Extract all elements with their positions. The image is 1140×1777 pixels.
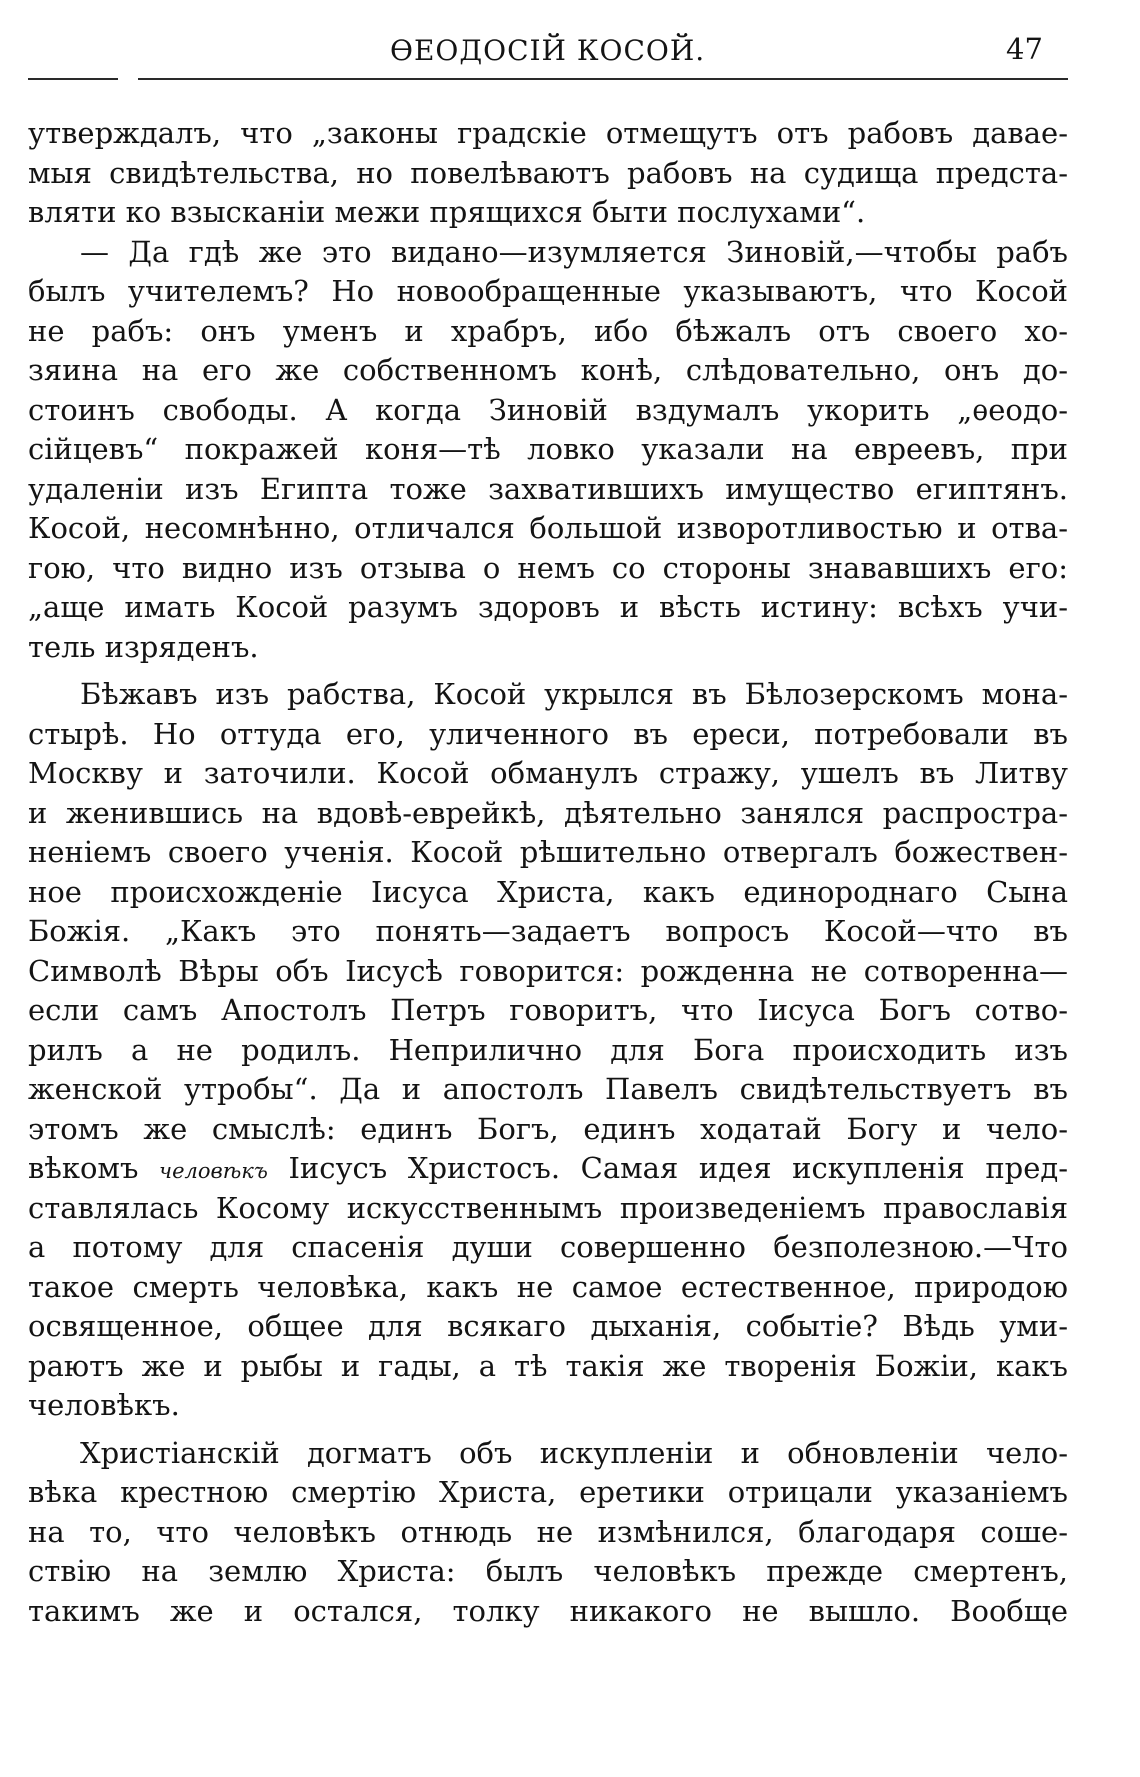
- text-line: Москву и заточили. Косой обманулъ стражу, ушелъ въ Литву: [28, 756, 1068, 790]
- text-line: былъ учителемъ? Но новообращенные указываютъ, что Косой: [28, 274, 1068, 308]
- text-line: вляти ко взысканіи межи прящихся быти послухами“.: [28, 195, 866, 229]
- text-line: Божія. „Какъ это понять—задаетъ вопросъ Косой—что въ: [28, 914, 1068, 948]
- text-line: Символѣ Вѣры объ Іисусѣ говорится: рожденна не сотворенна—: [28, 953, 1068, 988]
- text-line: сійцевъ“ покражей коня—тѣ ловко указали на евреевъ, при: [28, 432, 1068, 466]
- text-line: вѣка крестною смертію Христа, еретики отрицали указаніемъ: [28, 1475, 1068, 1509]
- text-line: стоинъ свободы. А когда Зиновій вздумалъ укорить „ѳеодо-: [28, 392, 1068, 427]
- text-line: освященное, общее для всякаго дыханія, событіе? Вѣдь уми-: [28, 1309, 1068, 1343]
- text-fragment: вѣкомъ: [28, 1151, 160, 1185]
- text-line: удаленіи изъ Египта тоже захватившихъ имущество египтянъ.: [28, 471, 1068, 506]
- marginal-correction: человѣкъ: [159, 1159, 268, 1183]
- text-line: ствію на землю Христа: былъ человѣкъ прежде смертенъ,: [28, 1554, 1068, 1588]
- text-line: Косой, несомнѣнно, отличался большой изворотливостью и отва-: [28, 511, 1068, 545]
- text-line: не рабъ: онъ уменъ и храбръ, ибо бѣжалъ отъ своего хо-: [28, 313, 1068, 348]
- text-line: Христіанскій догматъ объ искупленіи и обновленіи чело-: [80, 1435, 1068, 1470]
- text-line: ставлялась Косому искусственнымъ произведеніемъ православія: [28, 1190, 1068, 1225]
- paragraph-gap: [28, 1426, 1068, 1434]
- text-line: ное происхожденіе Іисуса Христа, какъ единороднаго Сына: [28, 874, 1068, 909]
- text-line: — Да гдѣ же это видано—изумляется Зиновій,—чтобы рабъ: [80, 234, 1068, 269]
- text-line: стырѣ. Но оттуда его, уличенного въ ереси, потребовали въ: [28, 716, 1068, 751]
- text-line: человѣкъ.: [28, 1388, 180, 1422]
- text-line: гою, что видно изъ отзыва о немъ со стороны знававшихъ его:: [28, 550, 1068, 585]
- header-rule-right: [138, 78, 1068, 80]
- text-line: раютъ же и рыбы и гады, а тѣ такія же творенія Божіи, какъ: [28, 1348, 1068, 1383]
- text-line: такое смерть человѣка, какъ не самое естественное, природою: [28, 1269, 1068, 1304]
- text-line-with-correction: [28, 1149, 1068, 1189]
- running-head: [28, 26, 1068, 88]
- running-title: ѲЕОДОСІЙ КОСОЙ.: [390, 34, 706, 67]
- text-line: рилъ а не родилъ. Неприлично для Бога происходить изъ: [28, 1032, 1068, 1067]
- text-line: и женившись на вдовѣ-еврейкѣ, дѣятельно занялся распростра-: [28, 795, 1068, 830]
- text-line: а потому для спасенія души совершенно безполезною.—Что: [28, 1230, 1068, 1264]
- text-line: неніемъ своего ученія. Косой рѣшительно отвергалъ божествен-: [28, 835, 1068, 869]
- text-line: женской утробы“. Да и апостолъ Павелъ свидѣтельствуетъ въ: [28, 1072, 1068, 1106]
- page-number: 47: [1006, 32, 1043, 66]
- text-fragment: Іисусъ Христосъ. Самая идея искупленія пред-: [288, 1151, 1068, 1185]
- text-line: зяина на его же собственномъ конѣ, слѣдовательно, онъ до-: [28, 353, 1068, 387]
- text-line: утверждалъ, что „законы градскіе отмещутъ отъ рабовъ давае-: [28, 116, 1068, 150]
- text-line: мыя свидѣтельства, но повелѣваютъ рабовъ на судища предста-: [28, 155, 1068, 190]
- text-line: такимъ же и остался, толку никакого не вышло. Вообще: [28, 1593, 1068, 1628]
- text-line: этомъ же смыслѣ: единъ Богъ, единъ ходатай Богу и чело-: [28, 1111, 1068, 1146]
- text-body: [28, 114, 1068, 1631]
- header-rule-left: [28, 78, 118, 80]
- paragraph-gap: [28, 667, 1068, 675]
- text-line: тель изряденъ.: [28, 629, 259, 664]
- text-line: „аще имать Косой разумъ здоровъ и вѣсть истину: всѣхъ учи-: [28, 590, 1068, 624]
- text-line: если самъ Апостолъ Петръ говоритъ, что Іисуса Богъ сотво-: [28, 993, 1068, 1027]
- text-line: Бѣжавъ изъ рабства, Косой укрылся въ Бѣлозерскомъ мона-: [80, 677, 1068, 711]
- text-line: на то, что человѣкъ отнюдь не измѣнился, благодаря соше-: [28, 1514, 1068, 1549]
